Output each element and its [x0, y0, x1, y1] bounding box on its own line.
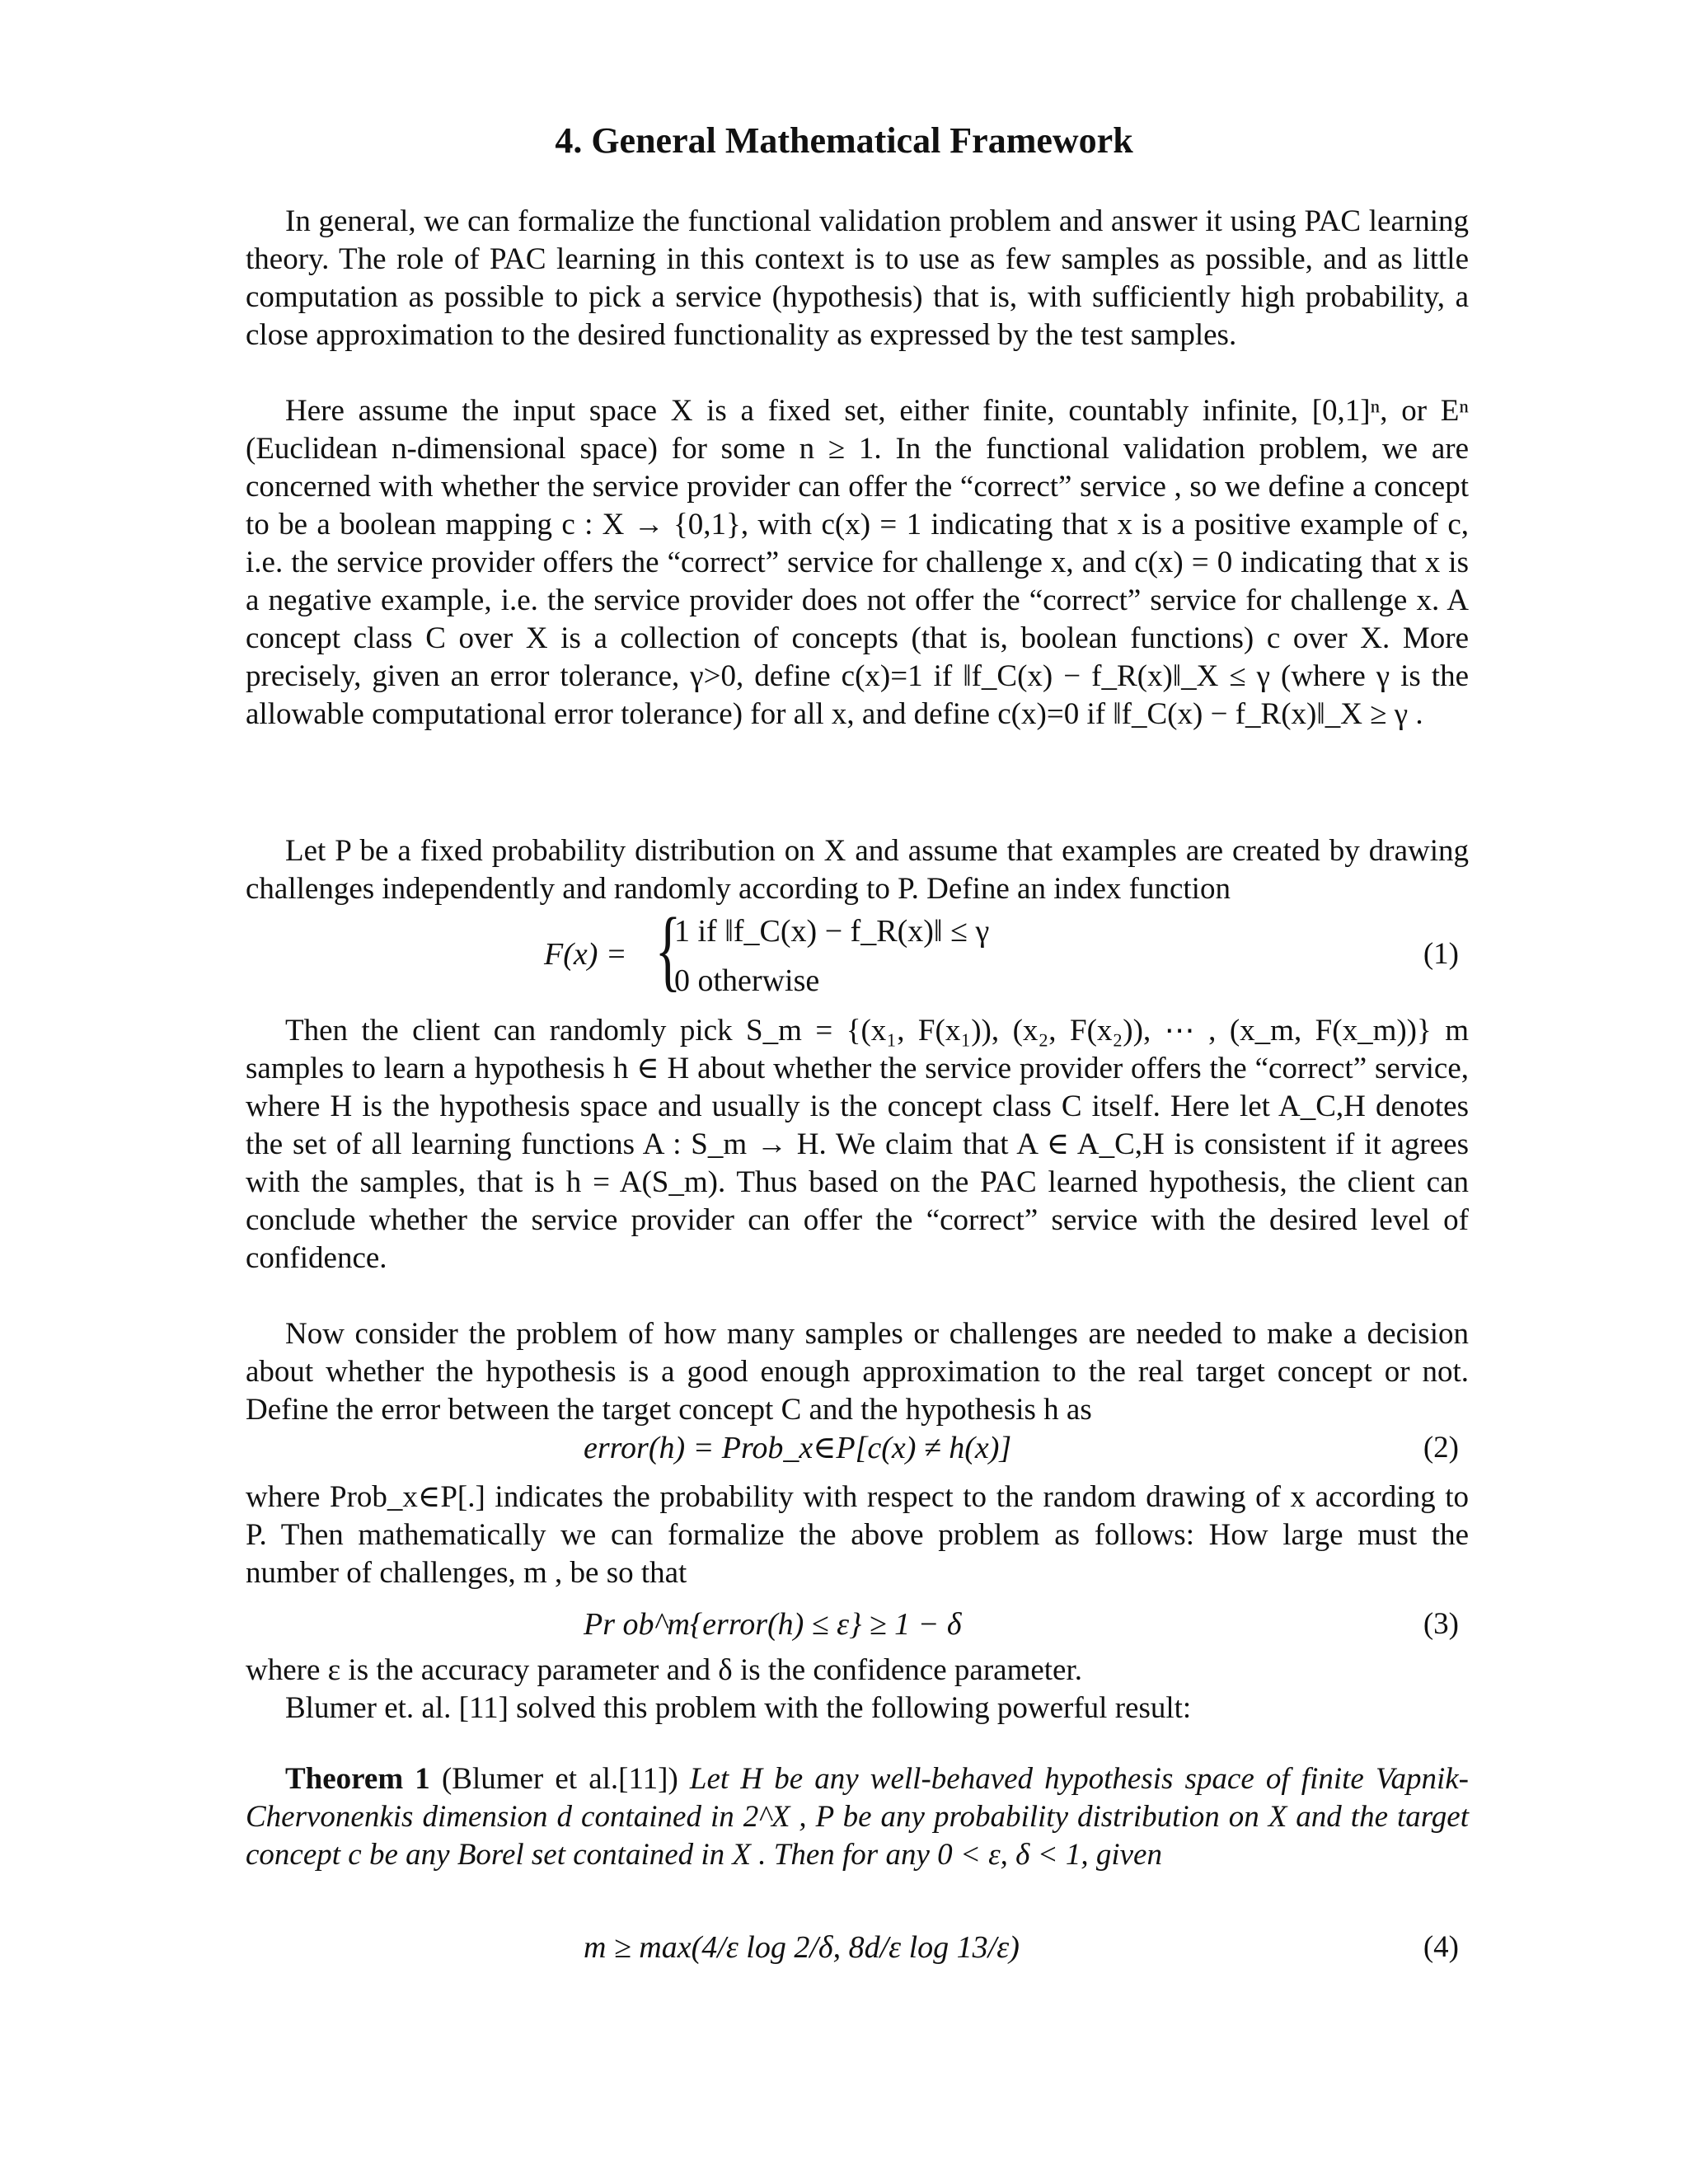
section-title: 4. General Mathematical Framework — [555, 120, 1133, 161]
equation-3 — [246, 1605, 1469, 1655]
equation-1-case1: 1 if ‖f_C(x) − f_R(x)‖ ≤ γ — [674, 914, 990, 949]
theorem-citation: (Blumer et al.[11]) — [441, 1762, 678, 1796]
equation-4 — [246, 1910, 1469, 1993]
equation-2 — [246, 1429, 1469, 1479]
equation-1-brace: { — [654, 899, 682, 1000]
equation-1-case2: 0 otherwise — [674, 963, 820, 998]
paragraph-blumer: Blumer et. al. [11] solved this problem with the following powerful result: — [285, 1691, 1192, 1725]
equation-1-lhs: F(x) = — [544, 937, 627, 972]
theorem-1 — [246, 1760, 1469, 1874]
equation-2-number: (2) — [1423, 1431, 1459, 1465]
equation-4-number: (4) — [1423, 1930, 1459, 1964]
paragraph-concept-definition: Here assume the input space X is a fixed set, either finite, countably infinite, [0,1]ⁿ, or Eⁿ (Euclidean n-dimensional space) for some n ≥ 1. In the functional validation problem, we are concerned with whether the service provider can offer the “correct” service , so we define a concept to be a boolean mapping c : X → {0,1}, with c(x) = 1 indicating that x is a positive example of c, i.e. the service provider offers the “correct” service for challenge x, and c(x) = 0 indicating that x is a negative example, i.e. the service provider does not offer the “correct” service for challenge x. A concept class C over X is a collection of concepts (that is, boolean functions) c over X. More precisely, given an error tolerance, γ>0, define c(x)=1 if ‖f_C(x) − f_R(x)‖_X ≤ γ (where γ is the allowable computational error tolerance) for all x, and define c(x)=0 if ‖f_C(x) − f_R(x)‖_X ≥ γ . — [246, 394, 1469, 731]
theorem-label: Theorem 1 — [285, 1762, 430, 1796]
paragraph-parameters: where ε is the accuracy parameter and δ is the confidence parameter. — [246, 1653, 1083, 1687]
theorem-body: Let H be any well-behaved hypothesis space of finite Vapnik-Chervonenkis dimension d contained in 2^X , P be any probability distribution on X and the target concept c be any Borel set contained in X . Then for any 0 < ε, δ < 1, given — [246, 1762, 1470, 1872]
paragraph-probability-distribution: Let P be a fixed probability distribution on X and assume that examples are created by drawing challenges independently and randomly according to P. Define an index function — [246, 834, 1469, 906]
paragraph-sample-complexity: Now consider the problem of how many samples or challenges are needed to make a decision about whether the hypothesis is a good enough approximation to the real target concept or not. Define the error between the target concept C and the hypothesis h as — [246, 1317, 1469, 1427]
paragraph-intro: In general, we can formalize the functional validation problem and answer it using PAC learning theory. The role of PAC learning in this context is to use as few samples as possible, and as little computation as possible to pick a service (hypothesis) that is, with sufficiently high probability, a close approximation to the desired functionality as expressed by the test samples. — [246, 204, 1469, 352]
equation-3-number: (3) — [1423, 1607, 1459, 1641]
equation-1 — [246, 899, 1469, 1001]
equation-4-body: m ≥ max(4/ε log 2/δ, 8d/ε log 13/ε) — [584, 1930, 1020, 1965]
paragraph-sample-learning: Then the client can randomly pick S_m = {(x₁, F(x₁)), (x₂, F(x₂)), ⋯ , (x_m, F(x_m))} m samples to learn a hypothesis h ∈ H about whether the service provider offers the “correct” service, where H is the hypothesis space and usually is the concept class C itself. Here let A_C,H denotes the set of all learning functions A : S_m → H. We claim that A ∈ A_C,H is consistent if it agrees with the samples, that is h = A(S_m). Thus based on the PAC learned hypothesis, the client can conclude whether the service provider can offer the “correct” service with the desired level of confidence. — [246, 1014, 1469, 1275]
equation-2-body: error(h) = Prob_x∈P[c(x) ≠ h(x)] — [584, 1431, 1012, 1465]
equation-3-body: Pr ob^m{error(h) ≤ ε} ≥ 1 − δ — [584, 1607, 962, 1642]
paragraph-prob-definition: where Prob_x∈P[.] indicates the probability with respect to the random drawing of x according to P. Then mathematically we can formalize the above problem as follows: How large must the number of challenges, m , be so that — [246, 1480, 1469, 1590]
equation-1-number: (1) — [1423, 937, 1459, 971]
